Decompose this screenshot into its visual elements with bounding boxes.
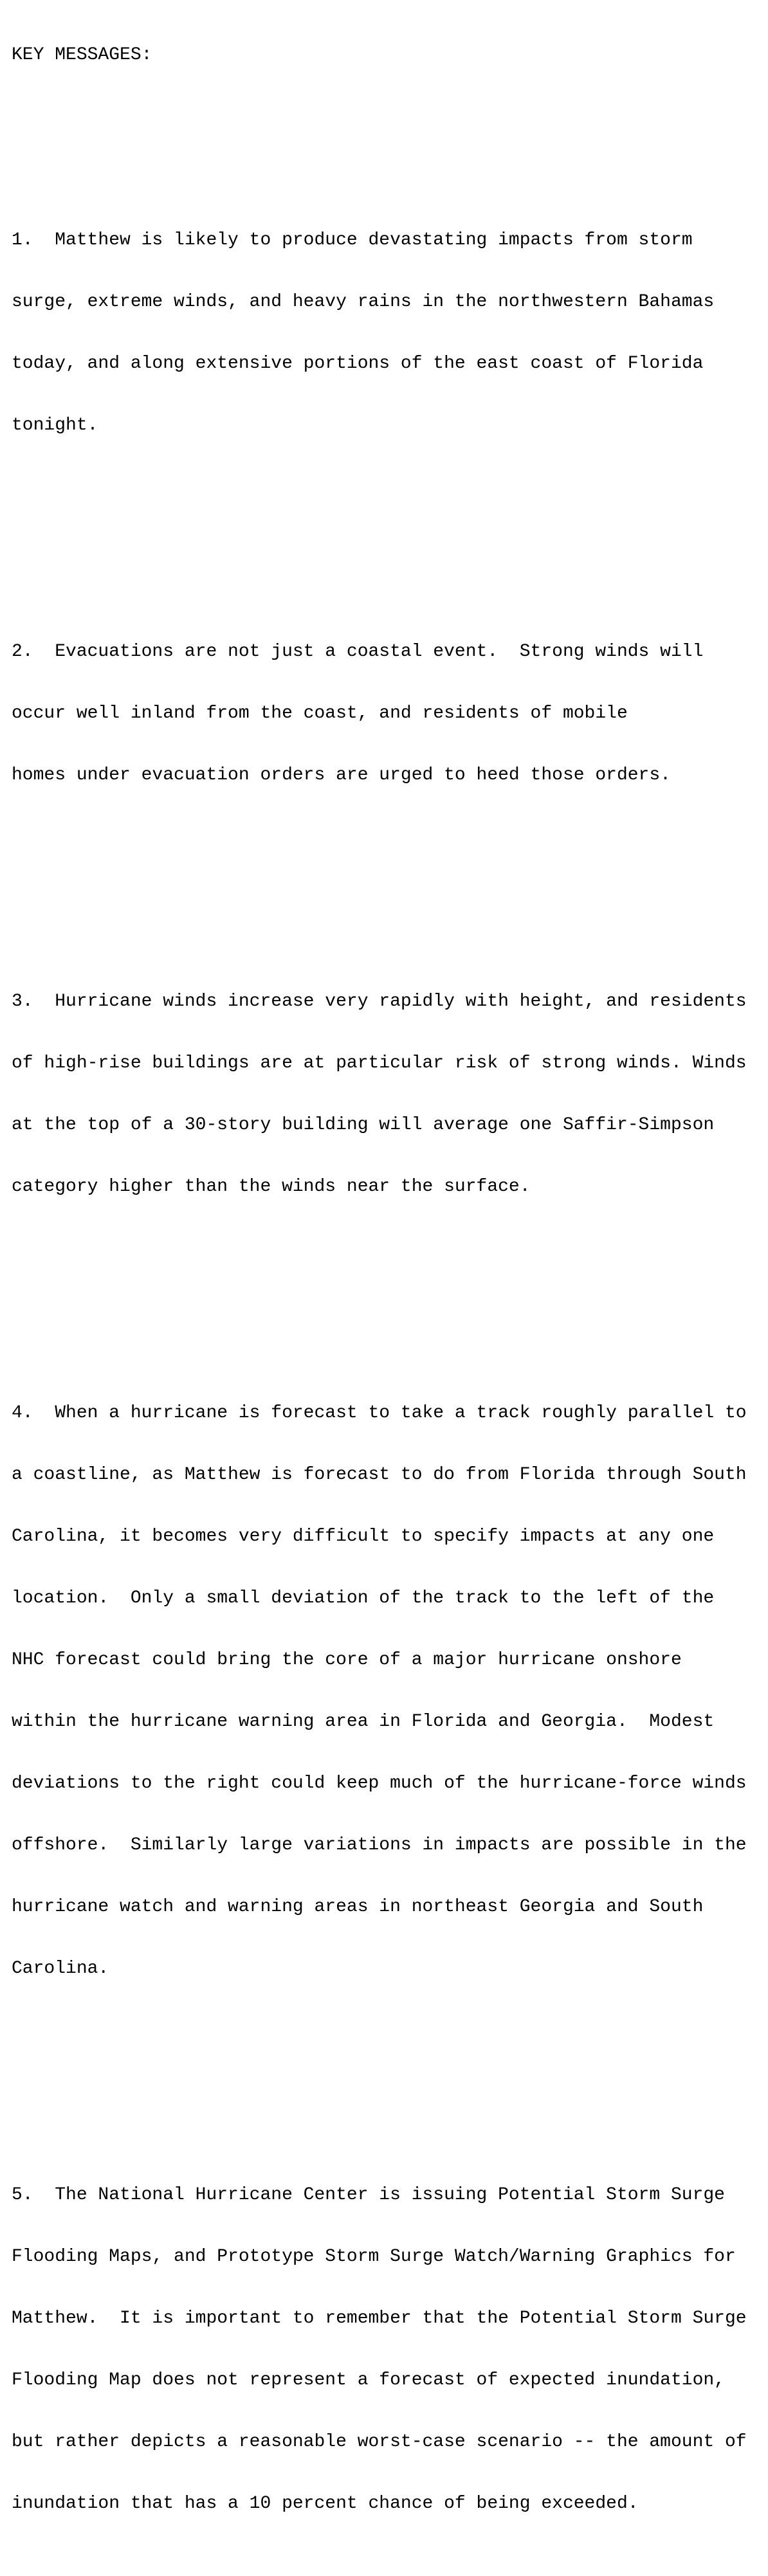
- message-line: Carolina, it becomes very difficult to specify impacts at any one: [12, 1527, 715, 1547]
- message-line: homes under evacuation orders are urged to heed those orders.: [12, 765, 671, 785]
- message-4: [12, 1362, 747, 2020]
- message-line: location. Only a small deviation of the track to the left of the: [12, 1588, 715, 1608]
- key-messages-document: [12, 4, 747, 2576]
- message-line: Carolina.: [12, 1959, 109, 1979]
- message-line: category higher than the winds near the surface.: [12, 1177, 531, 1197]
- message-2: [12, 601, 747, 827]
- message-line: NHC forecast could bring the core of a major hurricane onshore: [12, 1650, 682, 1670]
- message-line: hurricane watch and warning areas in northeast Georgia and South: [12, 1897, 704, 1917]
- blank-line: [12, 518, 747, 539]
- message-line: Flooding Maps, and Prototype Storm Surge Watch/Warning Graphics for: [12, 2247, 736, 2267]
- message-5: [12, 2144, 747, 2555]
- message-line: inundation that has a 10 percent chance of being exceeded.: [12, 2494, 639, 2514]
- message-line: 4. When a hurricane is forecast to take a track roughly parallel to: [12, 1403, 747, 1423]
- message-line: 3. Hurricane winds increase very rapidly with height, and residents: [12, 992, 747, 1011]
- message-line: 1. Matthew is likely to produce devastating impacts from storm: [12, 230, 693, 250]
- message-line: of high-rise buildings are at particular risk of strong winds. Winds: [12, 1053, 747, 1073]
- message-line: at the top of a 30-story building will average one Saffir-Simpson: [12, 1115, 715, 1135]
- message-line: surge, extreme winds, and heavy rains in the northwestern Bahamas: [12, 292, 715, 312]
- message-line: 5. The National Hurricane Center is issuing Potential Storm Surge: [12, 2185, 725, 2205]
- message-line: today, and along extensive portions of the east coast of Florida: [12, 354, 704, 374]
- message-1: [12, 189, 747, 477]
- heading: KEY MESSAGES:: [12, 45, 152, 65]
- blank-line: [12, 107, 747, 127]
- message-line: Matthew. It is important to remember that the Potential Storm Surge: [12, 2308, 747, 2328]
- message-line: Flooding Map does not represent a forecast of expected inundation,: [12, 2370, 725, 2390]
- message-line: a coastline, as Matthew is forecast to do from Florida through South: [12, 1465, 747, 1485]
- message-line: offshore. Similarly large variations in impacts are possible in the: [12, 1835, 747, 1855]
- message-line: occur well inland from the coast, and residents of mobile: [12, 703, 628, 723]
- blank-line: [12, 1280, 747, 1300]
- message-line: 2. Evacuations are not just a coastal event. Strong winds will: [12, 642, 704, 662]
- message-3: [12, 950, 747, 1238]
- message-line: but rather depicts a reasonable worst-case scenario -- the amount of: [12, 2432, 747, 2452]
- message-line: within the hurricane warning area in Florida and Georgia. Modest: [12, 1712, 715, 1732]
- blank-line: [12, 868, 747, 889]
- message-line: deviations to the right could keep much of the hurricane-force winds: [12, 1773, 747, 1793]
- message-line: tonight.: [12, 415, 98, 435]
- blank-line: [12, 2062, 747, 2082]
